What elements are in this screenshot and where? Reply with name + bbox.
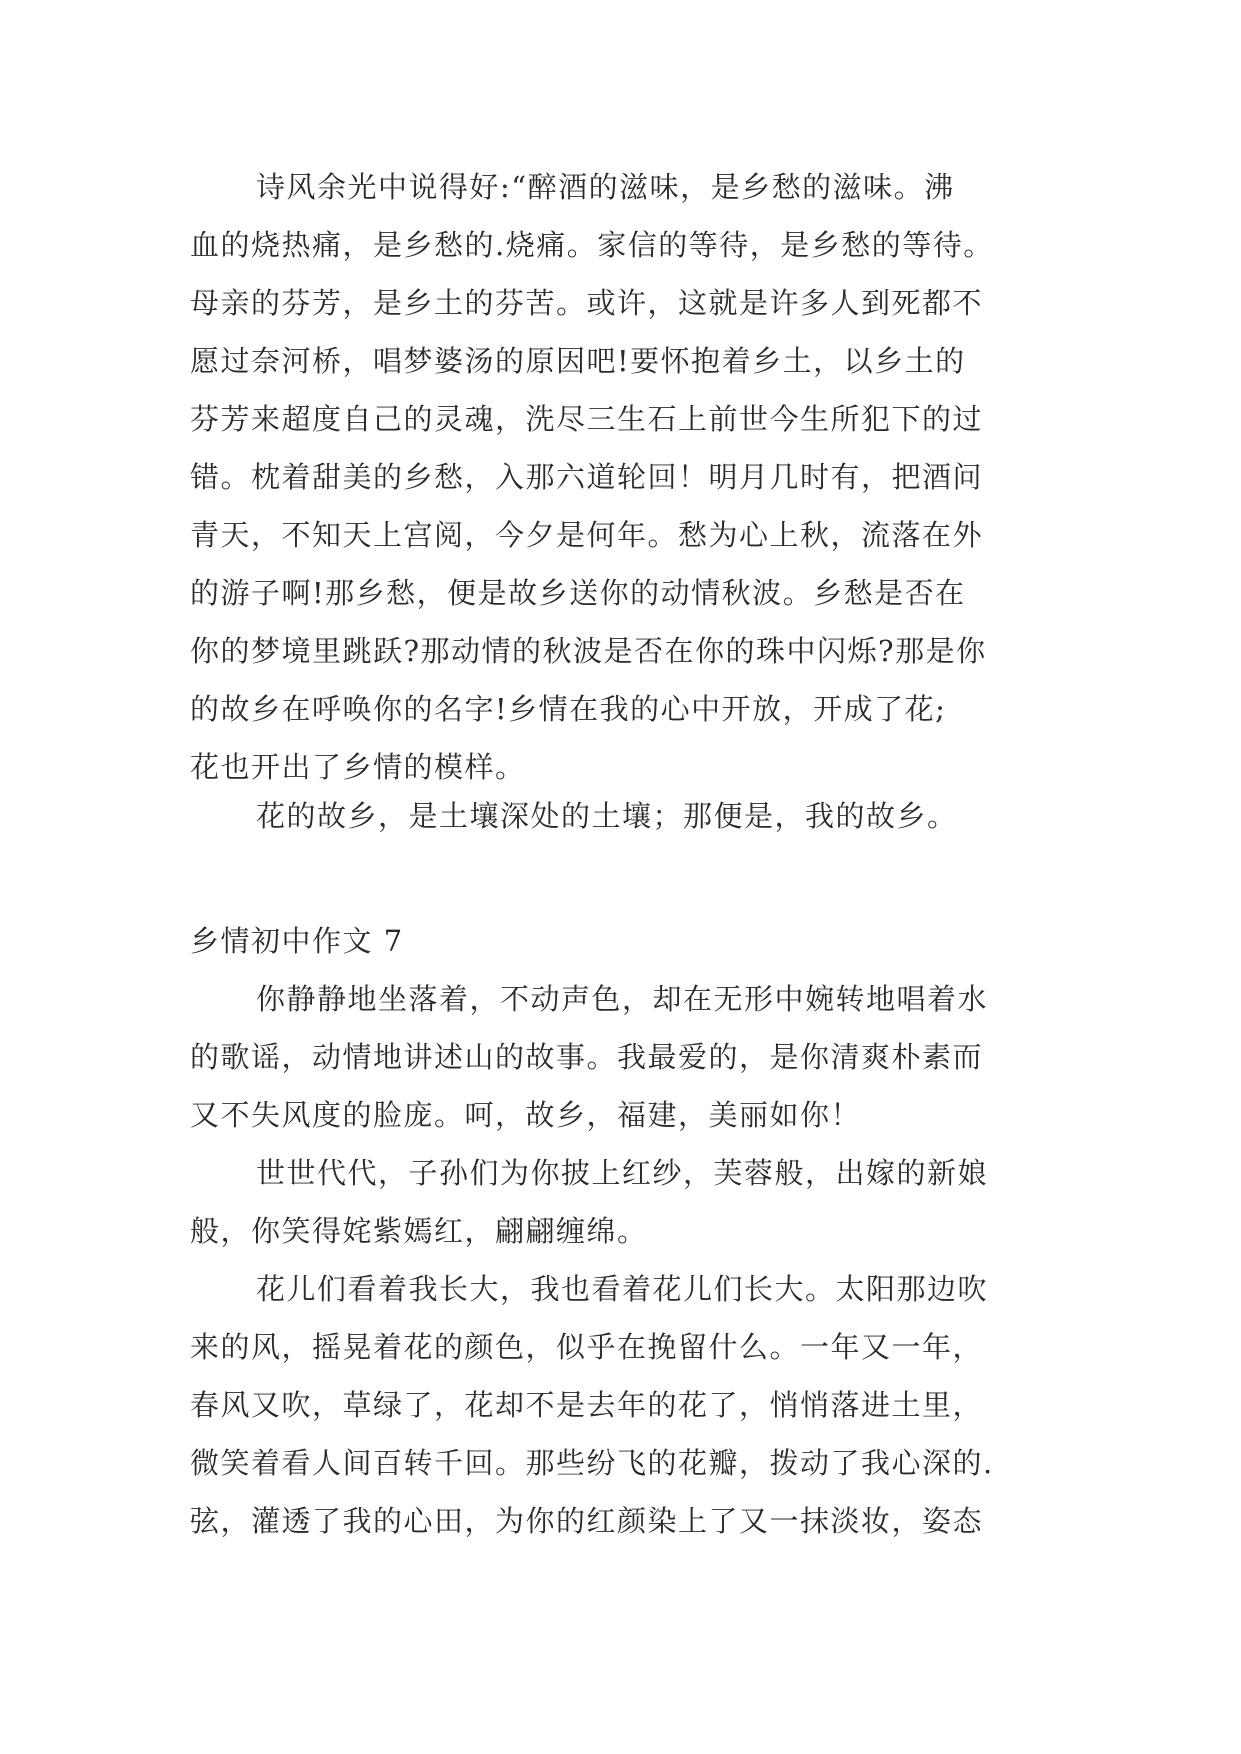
text-line: 又不失风度的脸庞。呵，故乡，福建，美丽如你！ (190, 1098, 862, 1132)
text-line: 微笑着看人间百转千回。那些纷飞的花瓣，拨动了我心深的. (190, 1446, 994, 1480)
text-line: 花儿们看着我长大，我也看着花儿们长大。太阳那边吹 (256, 1272, 989, 1306)
text-line: 来的风，摇晃着花的颜色，似乎在挽留什么。一年又一年， (190, 1330, 984, 1364)
text-line: 母亲的芬芳，是乡土的芬苦。或许，这就是许多人到死都不 (190, 286, 984, 320)
text-line: 诗风余光中说得好:“醉酒的滋味，是乡愁的滋味。沸 (256, 170, 955, 204)
text-line: 弦，灌透了我的心田，为你的红颜染上了又一抹淡妆，姿态 (190, 1504, 984, 1538)
text-line: 的歌谣，动情地讲述山的故事。我最爱的，是你清爽朴素而 (190, 1040, 984, 1074)
text-line: 错。枕着甜美的乡愁，入那六道轮回！明月几时有，把酒问 (190, 460, 984, 494)
text-line: 血的烧热痛，是乡愁的.烧痛。家信的等待，是乡愁的等待。 (190, 228, 994, 262)
passage-2 (190, 787, 1062, 845)
text-line: 世世代代，子孙们为你披上红纱，芙蓉般，出嫁的新娘 (256, 1156, 989, 1190)
text-line: 春风又吹，草绿了，花却不是去年的花了，悄悄落进土里， (190, 1388, 984, 1422)
text-line: 你的梦境里跳跃?那动情的秋波是否在你的珠中闪烁?那是你 (190, 634, 987, 668)
text-line: 你静静地坐落着，不动声色，却在无形中婉转地唱着水 (256, 982, 989, 1016)
text-line: 花也开出了乡情的模样。 (190, 750, 526, 784)
section-title: 乡情初中作文 7 (190, 924, 404, 958)
text-line: 的游子啊!那乡愁，便是故乡送你的动情秋波。乡愁是否在 (190, 576, 966, 610)
passage-1 (190, 158, 1062, 796)
text-line: 愿过奈河桥，唱梦婆汤的原因吧!要怀抱着乡土，以乡土的 (190, 344, 966, 378)
passage-3 (190, 970, 1062, 1550)
text-line: 青天，不知天上宫阅，今夕是何年。愁为心上秋，流落在外 (190, 518, 984, 552)
text-line: 花的故乡，是土壤深处的土壤；那便是，我的故乡。 (256, 799, 958, 833)
text-line: 芬芳来超度自己的灵魂，洗尽三生石上前世今生所犯下的过 (190, 402, 984, 436)
text-line: 的故乡在呼唤你的名字!乡情在我的心中开放，开成了花; (190, 692, 947, 726)
text-line: 般，你笑得姹紫嫣红，翩翩缠绵。 (190, 1214, 648, 1248)
